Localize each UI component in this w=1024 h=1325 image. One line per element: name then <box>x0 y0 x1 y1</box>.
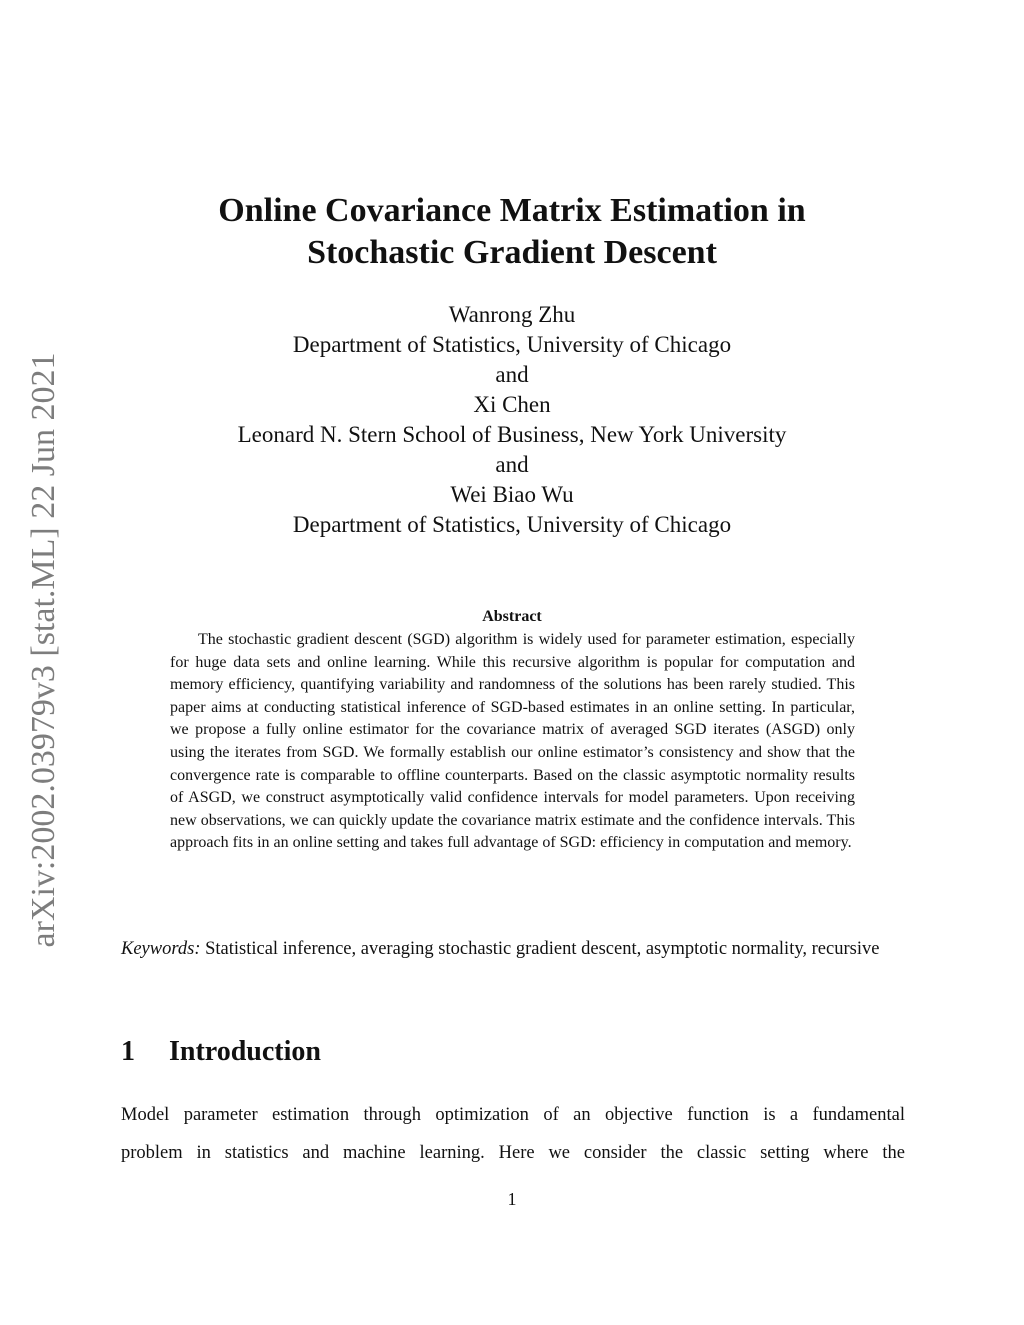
author-name: Xi Chen <box>473 392 551 417</box>
section-heading <box>121 1034 321 1070</box>
arxiv-identifier-stamp: arXiv:2002.03979v3 [stat.ML] 22 Jun 2021 <box>25 352 62 948</box>
author-affiliation: Department of Statistics, University of Chicago <box>292 332 732 357</box>
author-block <box>150 300 874 540</box>
paper-title-line-2: Stochastic Gradient Descent <box>307 234 717 271</box>
abstract-heading: Abstract <box>482 608 542 625</box>
author-name: Wanrong Zhu <box>448 302 576 327</box>
author-separator: and <box>495 452 529 477</box>
page-number: 1 <box>507 1189 517 1209</box>
introduction-paragraph <box>121 1096 905 1172</box>
author-name: Wei Biao Wu <box>450 482 574 507</box>
abstract-text: The stochastic gradient descent (SGD) algorithm is widely used for parameter estimation, especially for huge data sets and online learning. While this recursive algorithm is popular for computation and memory efficiency, quantifying variability and randomness of the solutions has been rarely studied. This paper aims at conducting statistical inference of SGD-based estimates in an online setting. In particular, we propose a fully online estimator for the covariance matrix of averaged SGD iterates (ASGD) only using the iterates from SGD. We formally establish our online estimator’s consistency and show that the convergence rate is comparable to offline counterparts. Based on the classic asymptotic normality results of ASGD, we construct asymptotically valid confidence intervals for model parameters. Upon receiving new observations, we can quickly update the covariance matrix estimate and the confidence intervals. This approach fits in an online setting and takes full advantage of SGD: efficiency in computation and memory. <box>170 631 855 852</box>
introduction-line: problem in statistics and machine learning. Here we consider the classic setting where the <box>121 1143 905 1163</box>
paper-title <box>150 190 874 274</box>
keywords-label: Keywords: <box>121 939 201 959</box>
introduction-line: Model parameter estimation through optimization of an objective function is a fundamental <box>121 1105 905 1125</box>
keywords <box>121 937 905 962</box>
author-affiliation: Leonard N. Stern School of Business, New York University <box>237 422 787 447</box>
author-separator: and <box>495 362 529 387</box>
author-affiliation: Department of Statistics, University of Chicago <box>292 512 732 537</box>
section-title: Introduction <box>169 1036 321 1067</box>
paper-title-line-1: Online Covariance Matrix Estimation in <box>218 192 806 229</box>
section-number: 1 <box>121 1036 135 1067</box>
keywords-text: Statistical inference, averaging stochastic gradient descent, asymptotic normality, recursive <box>205 939 880 959</box>
